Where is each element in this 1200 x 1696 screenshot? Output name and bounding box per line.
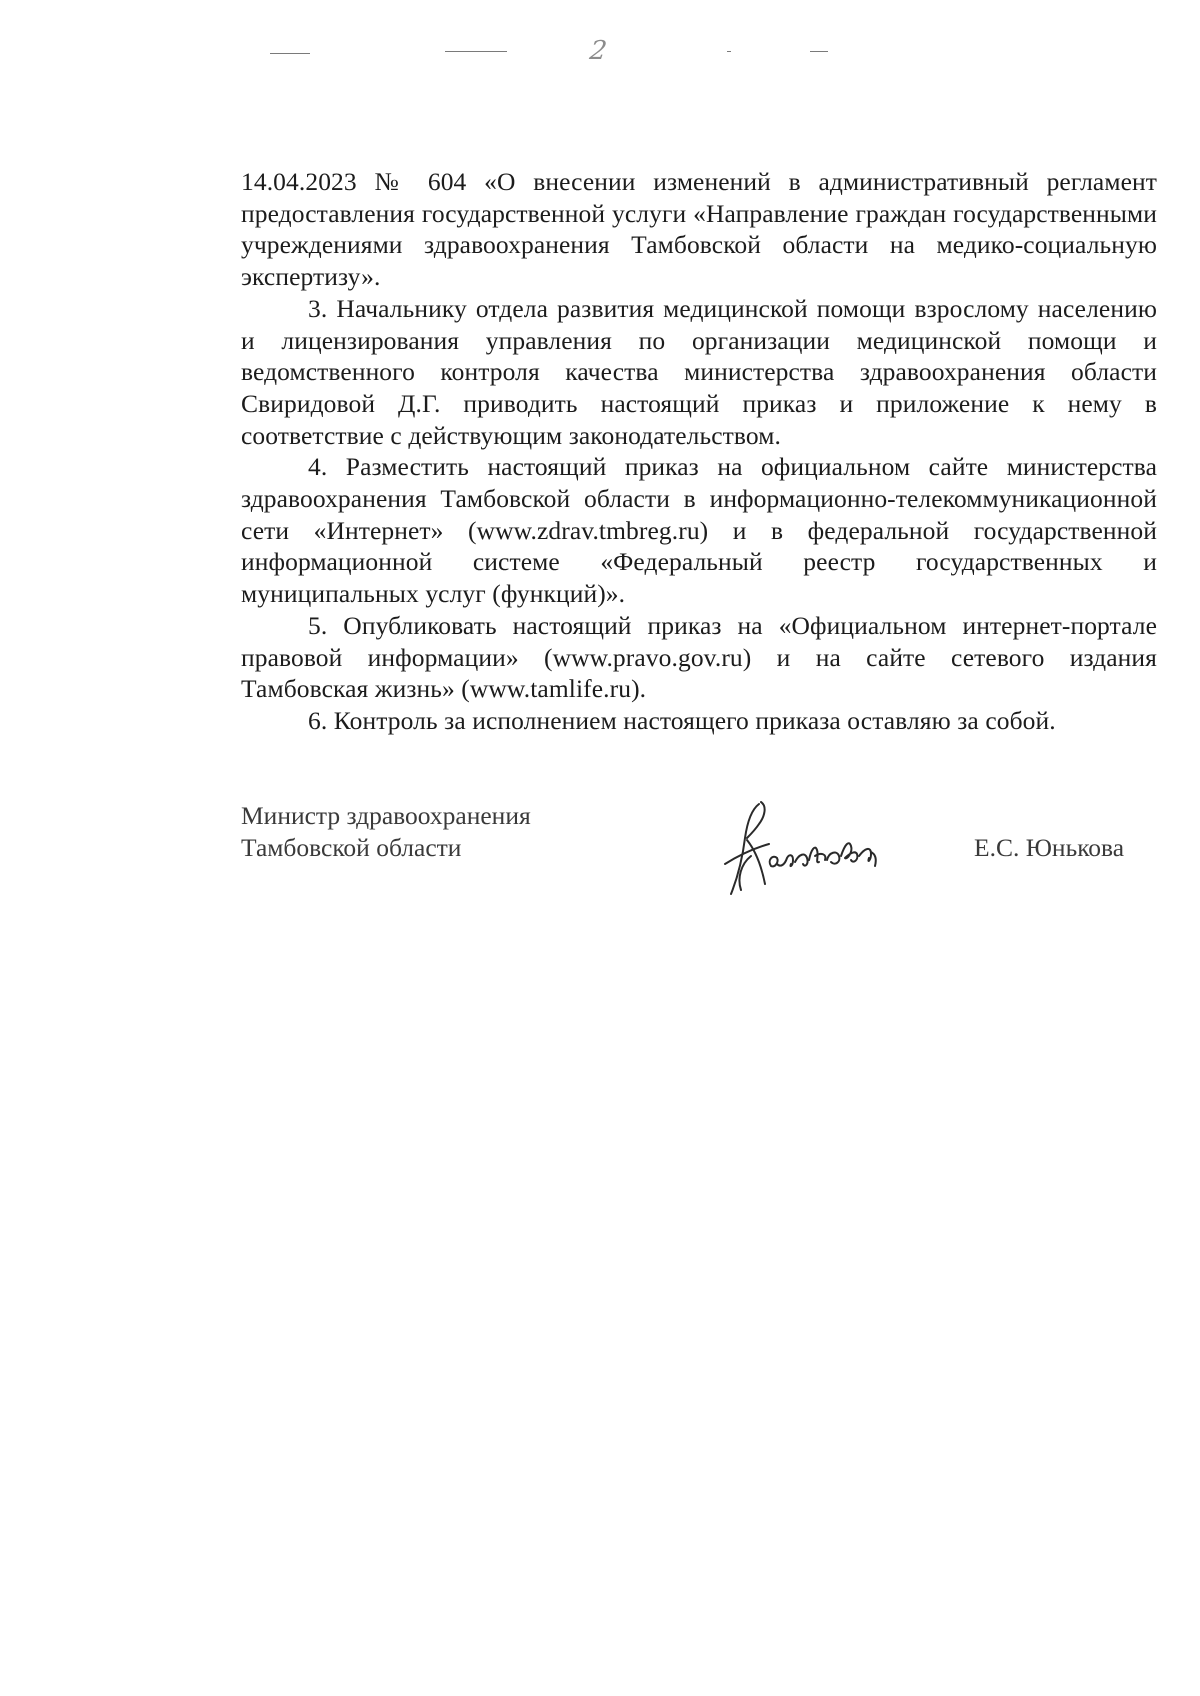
scan-artifact-line bbox=[270, 53, 310, 54]
handwritten-signature bbox=[711, 794, 911, 904]
signer-position-line-2: Тамбовской области bbox=[241, 833, 462, 862]
signer-name: Е.С. Юнькова bbox=[974, 833, 1125, 862]
document-body bbox=[241, 166, 1157, 737]
signer-position bbox=[241, 800, 531, 864]
signer-position-line-1: Министр здравоохранения bbox=[241, 801, 531, 830]
paragraph-item-5: 5. Опубликовать настоящий приказ на «Официальном интернет-портале правовой информации» (www.pravo.gov.ru) и на сайте сетевого издания Тамбовская жизнь» (www.tamlife.ru). bbox=[241, 610, 1157, 704]
scan-artifact-line bbox=[810, 51, 828, 52]
signature-block bbox=[241, 800, 1157, 910]
paragraph-item-6: 6. Контроль за исполнением настоящего приказа оставляю за собой. bbox=[308, 705, 1056, 735]
paragraph-item-3: 3. Начальнику отдела развития медицинской помощи взрослому населению и лицензирования управления по организации медицинской помощи и ведомственного контроля качества министерства здравоохранения области Свиридовой Д.Г. приводить настоящий приказ и приложение к нему в соответствие с действующим законодательством. bbox=[241, 293, 1157, 450]
paragraph-continuation: 14.04.2023 № 604 «О внесении изменений в административный регламент предоставления государственной услуги «Направление граждан государственными учреждениями здравоохранения Тамбовской области на медико-социальную экспертизу». bbox=[241, 167, 1157, 292]
paragraph-item-4: 4. Разместить настоящий приказ на официальном сайте министерства здравоохранения Тамбовской области в информационно-телекоммуникационной сети «Интернет» (www.zdrav.tmbreg.ru) и в федеральной государственной информационной системе «Федеральный реестр государственных и муниципальных услуг (функций)». bbox=[241, 452, 1157, 609]
scan-artifact-line bbox=[727, 51, 731, 52]
scan-artifact-line bbox=[445, 51, 507, 52]
page-number: 2 bbox=[587, 36, 609, 66]
